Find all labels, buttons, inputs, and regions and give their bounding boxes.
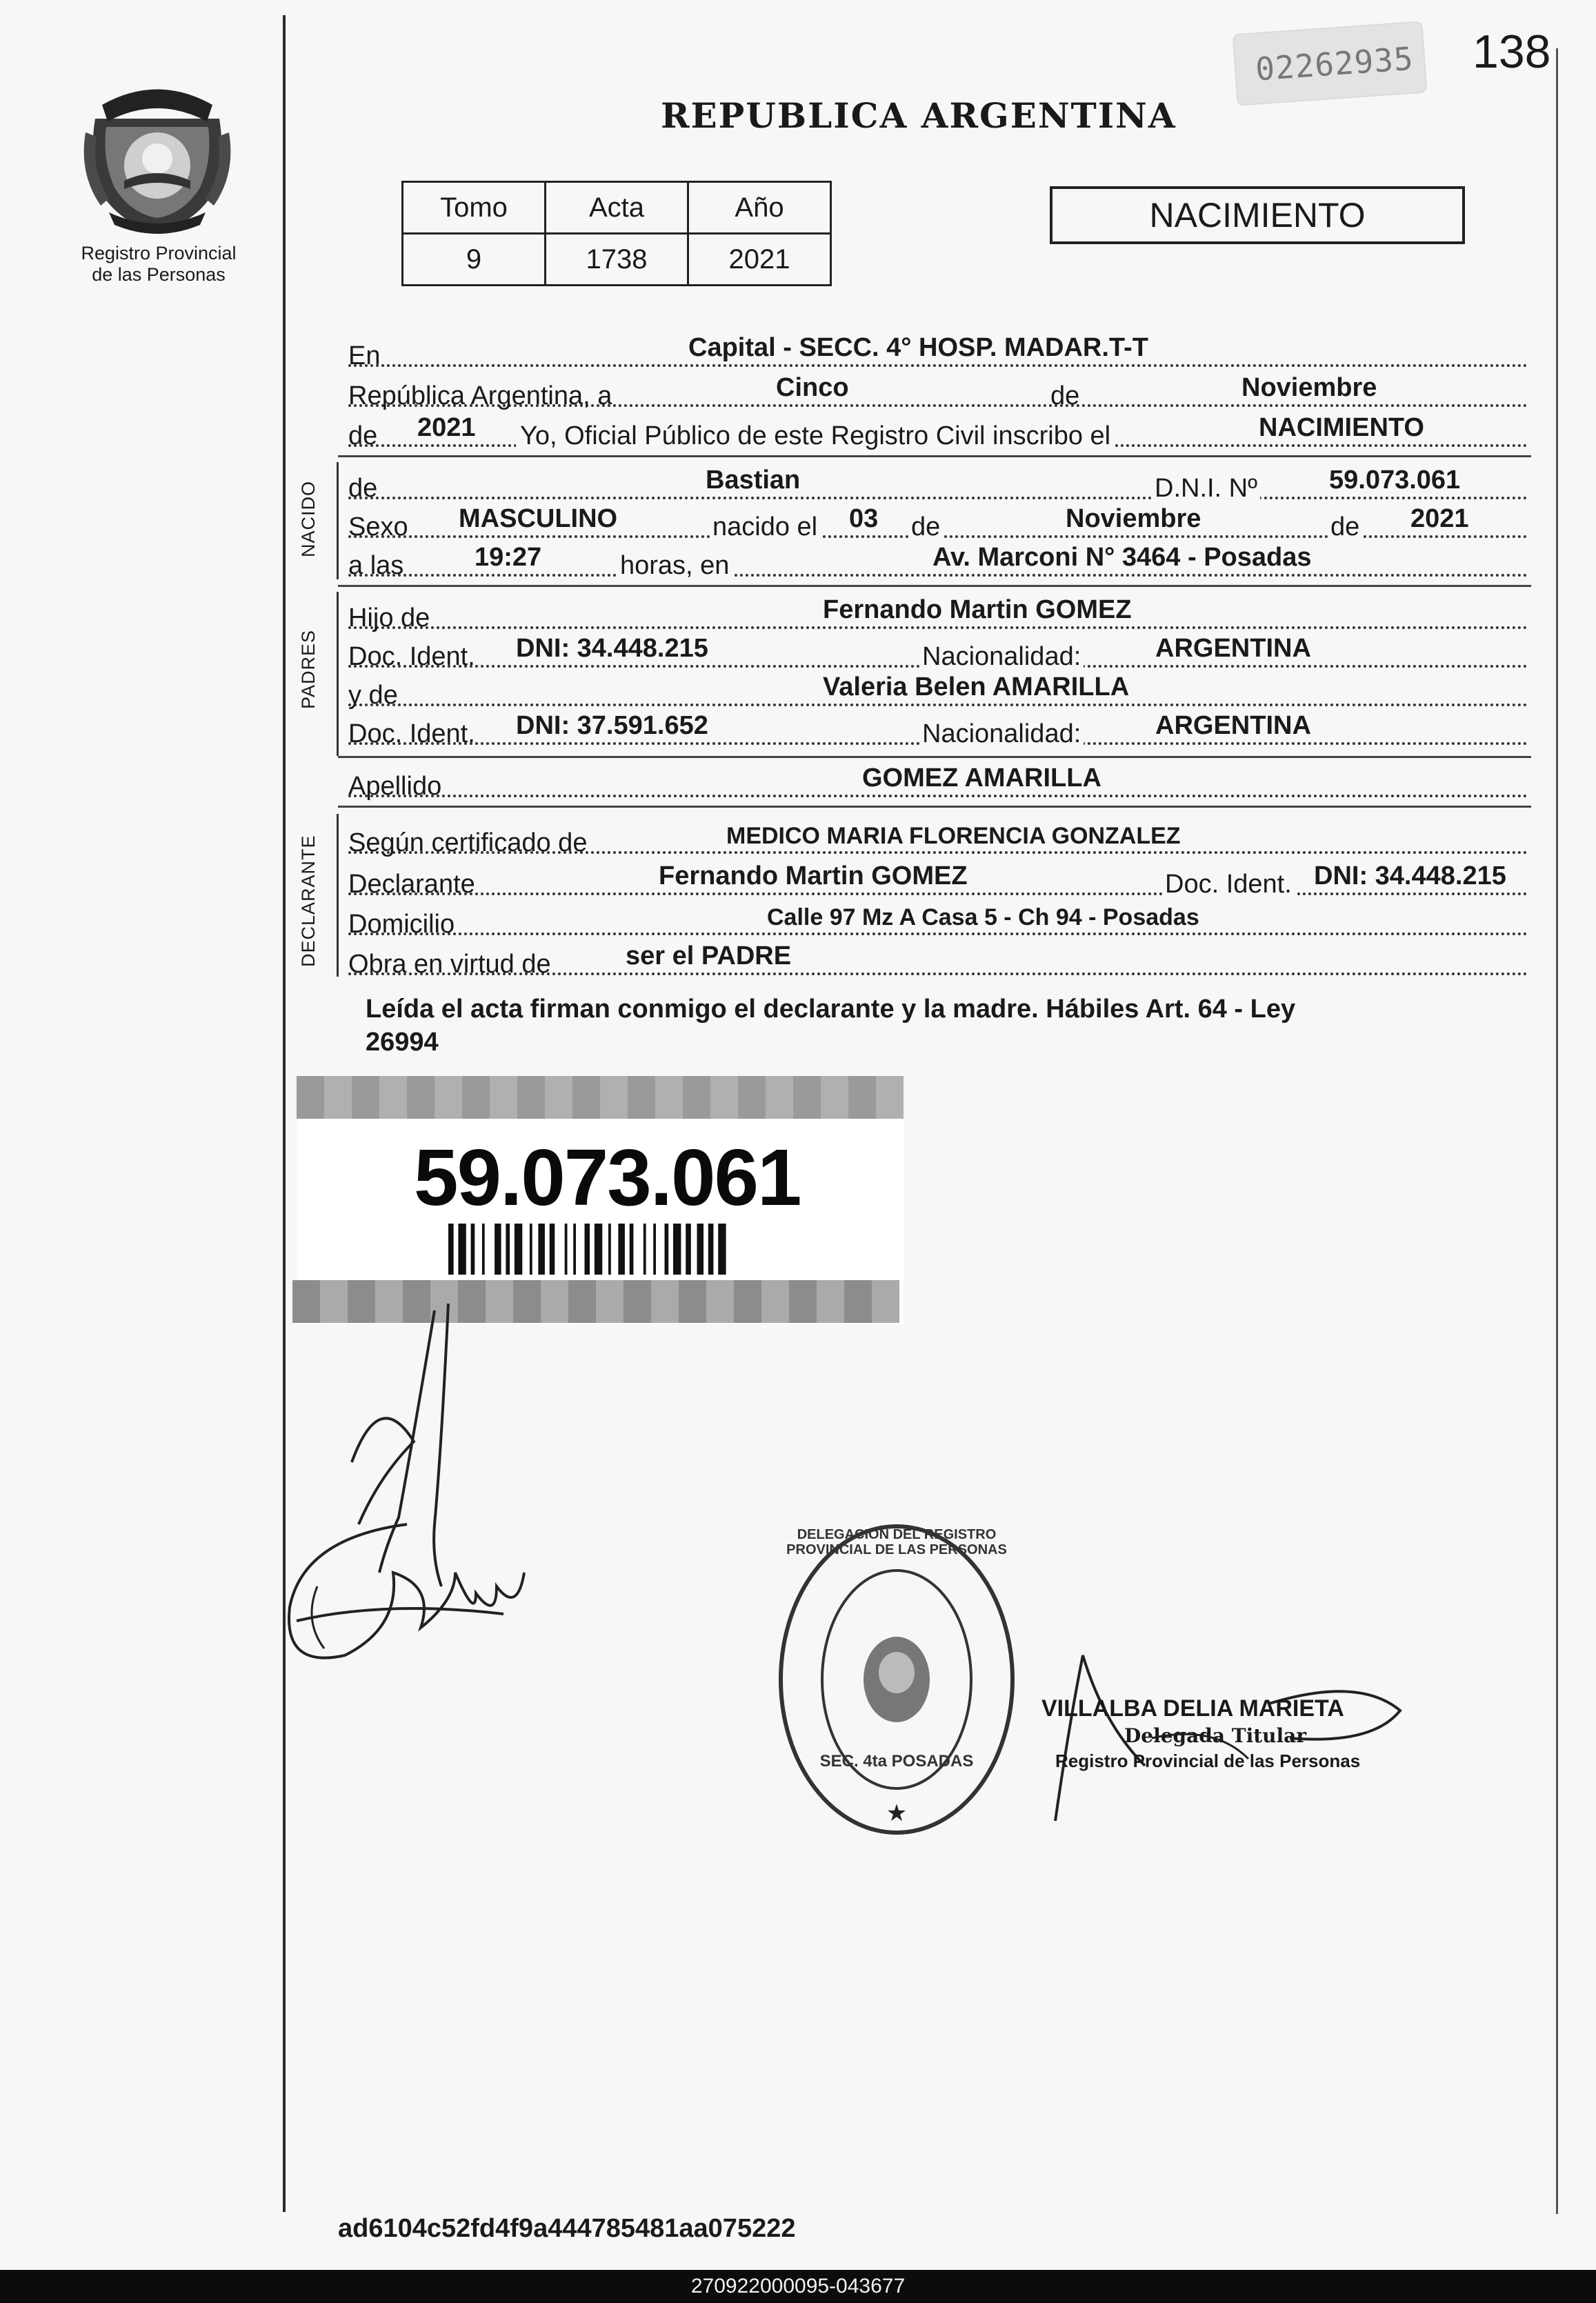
delegate-role: Delegada Titular [1124,1724,1307,1747]
label-en: En [348,341,381,370]
line-anio [348,414,1528,452]
document-hash: ad6104c52fd4f9a444785481aa075222 [338,2214,796,2243]
bracket-padres [337,592,339,756]
barcode-bar [686,1224,691,1275]
value-dia: Cinco [776,373,849,402]
barcode-bar [573,1224,576,1275]
line-declarante [348,862,1528,901]
country-title: REPUBLICA ARGENTINA [661,95,1177,136]
value-nombre: Bastian [706,466,801,495]
label-de-anio-nac: de [1328,512,1362,542]
barcode-bar [653,1224,656,1275]
acta-table-header-row [403,182,831,234]
official-stamp [772,1517,1021,1842]
value-madre: Valeria Belen AMARILLA [823,672,1130,701]
barcode-bar [595,1224,602,1275]
line-padre [348,596,1528,635]
acta-table-value-row [403,234,831,286]
bracket-declarante [337,814,339,977]
barcode-bar [585,1224,590,1275]
barcode-bar [665,1224,669,1275]
label-domicilio: Domicilio [348,910,455,939]
value-inscribo: NACIMIENTO [1259,413,1424,442]
registry-caption [55,243,262,286]
footer-code: 270922000095-043677 [0,2270,1596,2303]
label-sexo: Sexo [348,512,408,541]
line-en [348,334,1528,372]
value-padre-nac: ARGENTINA [1155,634,1311,663]
label-nac-padre: Nacionalidad: [919,642,1084,672]
delegate-name: VILLALBA DELIA MARIETA [1041,1695,1344,1722]
delegate-org: Registro Provincial de las Personas [1055,1751,1361,1771]
value-hora: 19:27 [475,543,542,572]
label-de-nombre: de [348,474,378,503]
dni-barcode-sticker [297,1076,904,1324]
barcode-bar [565,1224,568,1275]
barcode-bar [644,1224,646,1275]
folio-number: 138 [1473,26,1551,78]
label-horas-en: horas, en [617,551,732,581]
barcode-bar [673,1224,681,1275]
barcode-bar [448,1224,454,1275]
label-de-mes: de [1050,381,1080,410]
sticker-dni-number: 59.073.061 [414,1133,801,1222]
value-padre: Fernando Martin GOMEZ [823,595,1132,624]
label-hijo-de: Hijo de [348,604,430,632]
acta-value-acta: 1738 [546,234,688,286]
separator-3 [338,756,1531,758]
misiones-emblem [81,77,233,236]
label-nacido-el: nacido el [710,512,820,542]
acta-value-tomo: 9 [403,234,546,286]
closing-note-line1: Leída el acta firman conmigo el declarante y la madre. Hábiles Art. 64 - Ley [366,995,1296,1024]
barcode-bar [697,1224,704,1275]
barcode-bar [550,1224,555,1275]
right-margin-line [1556,48,1558,2214]
separator-4 [338,806,1531,808]
line-certificado [348,821,1528,859]
value-dia-nac: 03 [849,504,879,533]
svg-text:★: ★ [886,1799,908,1827]
label-doc-declarante: Doc. Ident. [1162,870,1295,899]
value-dni: 59.073.061 [1329,466,1461,495]
line-madre [348,673,1528,712]
acta-header-tomo: Tomo [403,182,546,234]
barcode-bar [495,1224,501,1275]
line-hora [348,544,1528,582]
value-mes-nac: Noviembre [1066,504,1201,533]
bracket-nacido [337,462,339,579]
label-dni: D.N.I. Nº [1152,474,1260,504]
value-certificado: MEDICO MARIA FLORENCIA GONZALEZ [726,823,1181,849]
barcode-bar [630,1224,634,1275]
registry-caption-line1: Registro Provincial [81,243,237,263]
value-lugar-registro: Capital - SECC. 4° HOSP. MADAR.T-T [688,333,1148,362]
serial-sticker [1233,21,1428,106]
line-obra [348,942,1528,981]
barcode [448,1224,793,1275]
label-de-mes-nac: de [908,512,943,542]
barcode-bar [608,1224,611,1275]
label-de-anio: de [348,421,378,450]
record-type-box: NACIMIENTO [1050,186,1465,244]
line-fecha [348,374,1528,412]
value-mes: Noviembre [1241,373,1377,402]
line-domicilio [348,902,1528,941]
closing-note-line2: 26994 [366,1028,439,1057]
line-nombre [348,466,1528,505]
section-label-nacido: NACIDO [298,480,319,557]
line-sexo [348,505,1528,544]
line-padre-doc [348,635,1528,673]
barcode-bar [506,1224,510,1275]
barcode-bar [538,1224,545,1275]
separator-2 [338,585,1531,587]
label-oficial: Yo, Oficial Público de este Registro Civil inscribo el [516,421,1115,451]
section-label-declarante: DECLARANTE [298,835,319,967]
value-padre-doc: DNI: 34.448.215 [516,634,708,663]
label-y-de: y de [348,681,398,710]
label-obra: Obra en virtud de [348,950,551,979]
delegate-signature-block [1041,1690,1428,1828]
left-margin-line [283,15,286,2212]
label-a-las: a las [348,551,404,580]
barcode-bar [458,1224,466,1275]
label-certificado: Según certificado de [348,828,588,857]
barcode-bar [471,1224,475,1275]
acta-header-acta: Acta [546,182,688,234]
sticker-band-top [297,1076,904,1119]
label-declarante: Declarante [348,870,475,899]
label-republica: República Argentina, a [348,381,612,410]
value-apellido: GOMEZ AMARILLA [862,764,1101,792]
line-madre-doc [348,712,1528,750]
separator-1 [338,455,1531,457]
value-declarante: Fernando Martin GOMEZ [659,861,968,890]
value-anio-nac: 2021 [1410,504,1469,533]
value-obra: ser el PADRE [626,941,792,970]
line-apellido [348,764,1528,803]
barcode-bar [718,1224,726,1275]
stamp-ring-text: DELEGACION DEL REGISTRO PROVINCIAL DE LAS PERSONAS [786,1527,1007,1557]
barcode-bar [708,1224,714,1275]
stamp-inner-text: SEC. 4ta POSADAS [819,1752,974,1771]
registry-caption-line2: de las Personas [92,264,226,285]
label-doc-padre: Doc. Ident. [348,642,475,671]
closing-note [366,993,1497,1057]
section-label-padres: PADRES [298,629,319,709]
value-sexo: MASCULINO [459,504,618,533]
barcode-bar [530,1224,532,1275]
declarant-signature [276,1297,566,1766]
value-domicilio: Calle 97 Mz A Casa 5 - Ch 94 - Posadas [767,904,1199,930]
label-apellido: Apellido [348,772,442,801]
barcode-bar [618,1224,625,1275]
label-doc-madre: Doc. Ident. [348,719,475,748]
acta-table [401,181,832,286]
value-anio: 2021 [417,413,476,442]
value-madre-nac: ARGENTINA [1155,711,1311,740]
value-doc-declarante: DNI: 34.448.215 [1314,861,1506,890]
serial-number: 02262935 [1254,39,1415,88]
acta-header-anio: Año [688,182,831,234]
barcode-bar [515,1224,522,1275]
acta-value-anio: 2021 [688,234,831,286]
label-nac-madre: Nacionalidad: [919,719,1084,749]
barcode-bar [482,1224,485,1275]
value-madre-doc: DNI: 37.591.652 [516,711,708,740]
value-lugar-nac: Av. Marconi N° 3464 - Posadas [932,543,1312,572]
